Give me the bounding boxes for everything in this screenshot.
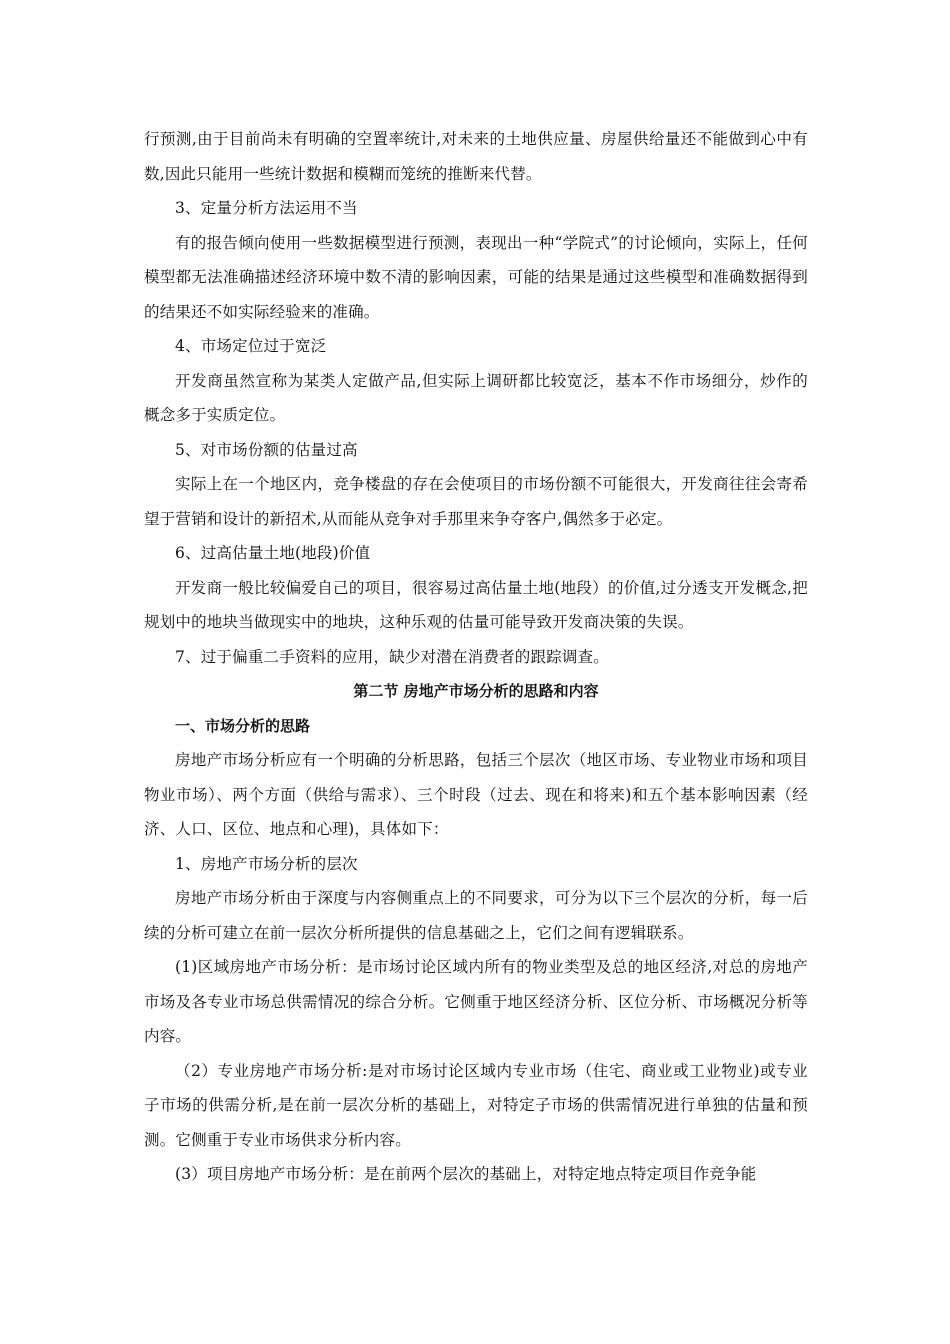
- subsection-title: 一、市场分析的思路: [175, 716, 311, 735]
- paragraph-specialized-analysis: （2）专业房地产市场分析:是对市场讨论区域内专业市场（住宅、商业或工业物业)或专业子市场的供需分析,是在前一层次分析的基础上，对特定子市场的供需情况进行单独的估量和预测。它侧重于专业市场供求分析内容。: [144, 1061, 808, 1149]
- item-1-heading: 1、房地产市场分析的层次: [175, 854, 358, 873]
- item-6-heading: 6、过高估量土地(地段)价值: [175, 544, 371, 562]
- section-title: 第二节 房地产市场分析的思路和内容: [353, 682, 599, 700]
- item-4-heading: 4、市场定位过于宽泛: [175, 337, 327, 355]
- paragraph-vacancy-prediction: 行预测,由于目前尚未有明确的空置率统计,对未来的土地供应量、房屋供给量还不能做到心中有数,因此只能用一些统计数据和模糊而笼统的推断来代替。: [144, 130, 808, 183]
- item-5-heading: 5、对市场份额的估量过高: [175, 440, 358, 459]
- item-7-heading: 7、过于偏重二手资料的应用，缺少对潜在消费者的跟踪调查。: [175, 647, 609, 666]
- paragraph-analysis-approach: 房地产市场分析应有一个明确的分析思路，包括三个层次（地区市场、专业物业市场和项目物业市场）、两个方面（供给与需求）、三个时段（过去、现在和将来)和五个基本影响因素（经济、人口、区位、地点和心理)，具体如下：: [144, 751, 808, 838]
- paragraph-land-value: 开发商一般比较偏爱自己的项目，很容易过高估量土地(地段）的价值,过分透支开发概念,把规划中的地块当做现实中的地块，这种乐观的估量可能导致开发商决策的失误。: [144, 578, 808, 631]
- paragraph-project-analysis: (3）项目房地产市场分析：是在前两个层次的基础上，对特定地点特定项目作竞争能: [175, 1165, 757, 1183]
- paragraph-market-share: 实际上在一个地区内，竞争楼盘的存在会使项目的市场份额不可能很大，开发商往往会寄希望于营销和设计的新招术,从而能从竞争对手那里来争夺客户,偶然多于必定。: [144, 475, 808, 528]
- paragraph-market-positioning: 开发商虽然宣称为某类人定做产品,但实际上调研都比较宽泛，基本不作市场细分，炒作的概念多于实质定位。: [144, 371, 808, 424]
- paragraph-analysis-levels: 房地产市场分析由于深度与内容侧重点上的不同要求，可分为以下三个层次的分析，每一后续的分析可建立在前一层次分析所提供的信息基础之上，它们之间有逻辑联系。: [144, 889, 808, 942]
- paragraph-quantitative-models: 有的报告倾向使用一些数据模型进行预测，表现出一种“学院式”的讨论倾向，实际上，任何模型都无法准确描述经济环境中数不清的影响因素，可能的结果是通过这些模型和准确数据得到的结果还不如实际经验来的准确。: [144, 233, 808, 321]
- item-3-heading: 3、定量分析方法运用不当: [175, 199, 358, 217]
- paragraph-regional-analysis: (1)区域房地产市场分析：是市场讨论区域内所有的物业类型及总的地区经济,对总的房地产市场及各专业市场总供需情况的综合分析。它侧重于地区经济分析、区位分析、市场概况分析等内容。: [144, 958, 808, 1045]
- document-page: [144, 122, 808, 1192]
